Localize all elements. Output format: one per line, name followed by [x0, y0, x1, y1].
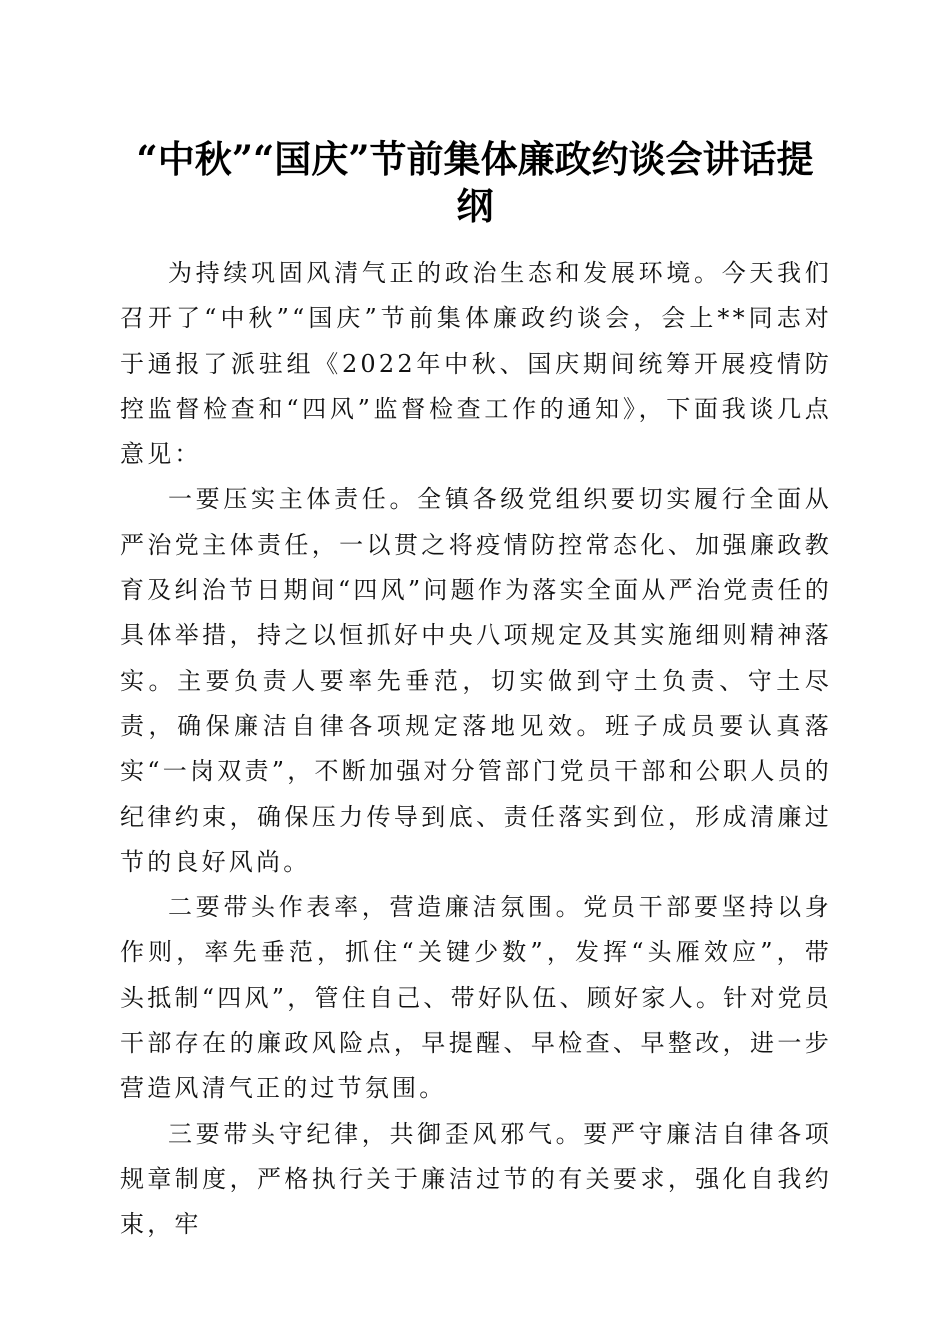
paragraph-point-three: 三要带头守纪律，共御歪风邪气。要严守廉洁自律各项规章制度，严格执行关于廉洁过节的有关要求，强化自我约束，牢: [120, 1119, 832, 1239]
paragraph-intro: 为持续巩固风清气正的政治生态和发展环境。今天我们召开了“中秋”“国庆”节前集体廉政约谈会，会上**同志对于通报了派驻组《2022年中秋、国庆期间统筹开展疫情防控监督检查和“四风”监督检查工作的通知》，下面我谈几点意见：: [120, 259, 832, 469]
paragraph-point-one: 一要压实主体责任。全镇各级党组织要切实履行全面从严治党主体责任，一以贯之将疫情防控常态化、加强廉政教育及纠治节日期间“四风”问题作为落实全面从严治党责任的具体举措，持之以恒抓好中央八项规定及其实施细则精神落实。主要负责人要率先垂范，切实做到守土负责、守土尽责，确保廉洁自律各项规定落地见效。班子成员要认真落实“一岗双责”，不断加强对分管部门党员干部和公职人员的纪律约束，确保压力传导到底、责任落实到位，形成清廉过节的良好风尚。: [120, 485, 832, 876]
document-body: [120, 251, 832, 1248]
document-title: “中秋”“国庆”节前集体廉政约谈会讲话提纲: [136, 137, 814, 228]
paragraph-point-two: 二要带头作表率，营造廉洁氛围。党员干部要坚持以身作则，率先垂范，抓住“关键少数”，发挥“头雁效应”，带头抵制“四风”，管住自己、带好队伍、顾好家人。针对党员干部存在的廉政风险点，早提醒、早检查、早整改，进一步营造风清气正的过节氛围。: [120, 893, 832, 1103]
